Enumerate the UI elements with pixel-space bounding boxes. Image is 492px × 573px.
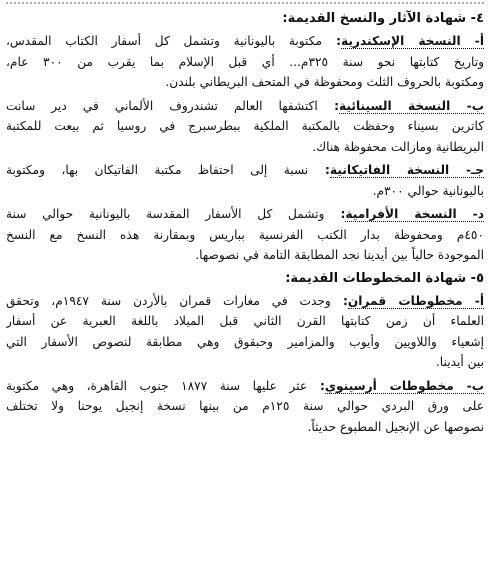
term-qumran: أ- مخطوطات قمران	[347, 293, 484, 308]
text-line: العلماء أن زمن كتابتها القرن الثاني قبل الميلاد باللغة العبرية عن أسفار	[6, 314, 484, 328]
text-line: مكتوبة باليونانية وتشمل كل أسفار الكتاب المقدس،	[6, 34, 322, 48]
term-vatican: جـ- النسخة الفاتيكانية	[329, 163, 484, 177]
term-ephraemi: د- النسخة الأفرامية	[345, 207, 484, 221]
text-line: نصوصها عن الإنجيل المطبوع حديثاً.	[307, 419, 484, 434]
term-sinaitic: ب- النسخة السينائية	[339, 98, 484, 113]
text-line: الموجودة حالياً بين أيدينا نجد المطابقة التامة في نصوصها.	[195, 248, 484, 262]
paragraph-qumran-manuscripts: أ- مخطوطات قمران: وجدت في مغارات قمران بالأردن سنة ١٩٤٧م، وتحقق العلماء أن زمن كتابتها القرن الثاني قبل الميلاد باللغة العبرية عن أسفار إشعياء واللاويين وأيوب والمزامير وحبقوق وهي مطابقة لنصوص الأسفار التي بين أيدينا.	[6, 291, 484, 373]
paragraph-ephraemi-codex: د- النسخة الأفرامية: وتشمل كل الأسفار المقدسة باليونانية حوالي سنة ٤٥٠م ومحفوظة بدار الكتب الفرنسية بباريس وبمقارنة هذه النسخ مع النسخ الموجودة حالياً بين أيدينا نجد المطابقة التامة في نصوصها.	[6, 204, 484, 266]
paragraph-alexandrian-codex: أ- النسخة الإسكندرية: مكتوبة باليونانية وتشمل كل أسفار الكتاب المقدس، وتاريخ كتابتها نحو سنة ٣٢٥م... أي قبل الإسلام بما يقرب من ٣٠٠ عام، ومكتوبة بالحروف الثلث ومحفوظة في المتحف البريطاني بلندن.	[6, 31, 484, 93]
text-line: ٤٥٠م ومحفوظة بدار الكتب الفرنسية بباريس وبمقارنة هذه النسخ مع النسخ	[6, 227, 484, 242]
text-line: اكتشفها العالم تشندروف الألماني في دير سانت	[6, 98, 318, 113]
text-line: على ورق البردي حوالي سنة ١٢٥م من بينها نسخة إنجيل يوحنا ولا تختلف	[6, 399, 484, 413]
text-line: نسبة إلى احتفاظ مكتبة الفاتيكان بها، ومكتوبة	[6, 163, 309, 177]
section-5-heading: ٥- شهادة المخطوطات القديمة:	[285, 270, 484, 286]
text-line: وتشمل كل الأسفار المقدسة باليونانية حوالي سنة	[6, 207, 325, 221]
cropped-top-line	[6, 2, 484, 7]
text-line: إشعياء واللاويين وأيوب والمزامير وحبقوق وهي مطابقة لنصوص الأسفار التي	[6, 334, 484, 349]
text-line: عثر عليها سنة ١٨٧٧ جنوب القاهرة، وهي مكتوبة	[6, 378, 308, 393]
text-line: ومكتوبة بالحروف الثلث ومحفوظة في المتحف البريطاني بلندن.	[165, 75, 484, 89]
text-line: باليونانية حوالي ٣٠٠م.	[372, 183, 484, 198]
paragraph-arsinoe-manuscripts: ب- مخطوطات أرسينوي: عثر عليها سنة ١٨٧٧ جنوب القاهرة، وهي مكتوبة على ورق البردي حوالي سنة ١٢٥م من بينها نسخة إنجيل يوحنا ولا تختلف نصوصها عن الإنجيل المطبوع حديثاً.	[6, 376, 484, 438]
text-line: وتاريخ كتابتها نحو سنة ٣٢٥م... أي قبل الإسلام بما يقرب من ٣٠٠ عام،	[6, 54, 484, 69]
text-line: البريطانية ومازالت محفوظة هناك.	[312, 139, 484, 154]
term-arsinoe: ب- مخطوطات أرسينوي	[324, 378, 484, 393]
paragraph-sinaitic-codex: ب- النسخة السينائية: اكتشفها العالم تشندروف الألماني في دير سانت كاترين بسيناء وحفظت بالمكتبة الملكية ببطرسبرج في روسيا ثم بيعت للمكتبة البريطانية ومازالت محفوظة هناك.	[6, 96, 484, 158]
paragraph-vatican-codex: جـ- النسخة الفاتيكانية: نسبة إلى احتفاظ مكتبة الفاتيكان بها، ومكتوبة باليونانية حوالي ٣٠٠م.	[6, 160, 484, 201]
section-4-heading: ٤- شهادة الآثار والنسخ القديمة:	[282, 11, 484, 26]
text-line: كاترين بسيناء وحفظت بالمكتبة الملكية ببطرسبرج في روسيا ثم بيعت للمكتبة	[6, 119, 484, 133]
text-line: بين أيدينا.	[435, 355, 484, 369]
term-alexandrian: أ- النسخة الإسكندرية	[340, 34, 484, 48]
text-line: وجدت في مغارات قمران بالأردن سنة ١٩٤٧م، وتحقق	[6, 293, 331, 308]
